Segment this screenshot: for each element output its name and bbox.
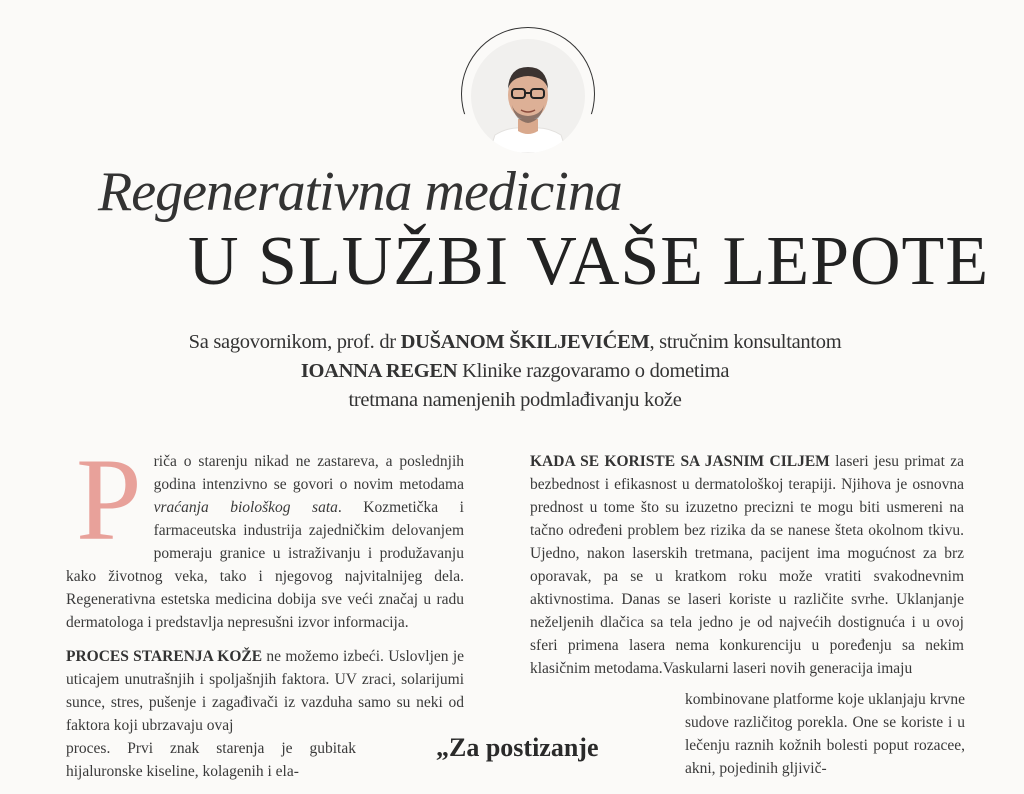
lasers-text: laseri jesu primat za bezbednost i efikasnost u dermatološkoj terapiji. Njihova je osnovna prednost u tome što su izuzetno precizni te mogu biti usmereni na tačno određeni problem bez rizika da se nanese šteta okolnom tkivu. Ujedno, nakon laserskih tretmana, pacijent ima mogućnost za brz oporavak, pa se u kratkom roku može vratiti svakodnevnim aktivnostima. Danas se laseri koriste u različite svrhe. Uklanjanje neželjenih dlačica sa tela jedno je od najvećih dostignuća i u ovoj sferi primena lasera nema konkurenciju u poređenju sa nekim klasičnim metodama.Vaskularni laseri novih generacija imaju bbox=[530, 453, 964, 677]
intro-text-a: riča o starenju nikad ne zastareva, a poslednjih godina intenzivno se govori o novim metodama bbox=[153, 453, 464, 493]
lead-part2: , stručnim konsultantom bbox=[649, 331, 842, 353]
intro-text-b: . Kozmetička i farmaceutska industrija zajedničkim delovanjem pomeraju granice u istraživanju i produžavanju kako životnog veka, tako i njegovog najvitalnijeg dela. Regenerativna estetska medicina dobija sve veći značaj u radu dermatologa i predstavlja nepresušni izvor informacija. bbox=[66, 499, 464, 631]
lead-part1: Sa sagovornikom, prof. dr bbox=[188, 331, 401, 353]
aging-text: ne možemo izbeći. Uslovljen je uticajem unutrašnjih i spoljašnjih faktora. UV zraci, solarijumi sunce, stres, pušenje i zagađivači iz vazduha samo su neki od faktora koji ubrzavaju ovaj bbox=[66, 648, 464, 734]
intro-text-italic: vraćanja biološkog sata bbox=[153, 499, 338, 516]
lead-part4: tretmana namenjenih podmlađivanju kože bbox=[348, 389, 682, 411]
portrait-photo bbox=[471, 39, 585, 153]
right-column bbox=[530, 450, 964, 686]
lead-paragraph bbox=[100, 328, 930, 415]
aging-tail-text: proces. Prvi znak starenja je gubitak hijaluronske kiseline, kolagenih i ela- bbox=[66, 740, 356, 780]
title-italic: Regenerativna medicina bbox=[98, 161, 622, 223]
pullquote: „Za postizanje bbox=[436, 733, 599, 762]
dropcap: P bbox=[76, 434, 142, 565]
aging-kicker: PROCES STARENJA KOŽE bbox=[66, 648, 263, 665]
lasers-kicker: KADA SE KORISTE SA JASNIM CILJEM bbox=[530, 453, 830, 470]
lead-interviewee-name: DUŠANOM ŠKILJEVIĆEM bbox=[400, 331, 650, 353]
lead-clinic-name: IOANNA REGEN bbox=[300, 360, 458, 382]
right-column-tail: kombinovane platforme koje uklanjaju krvne sudove različitog porekla. One se koriste i u lečenju raznih kožnih bolesti poput rozacee, akni, pojedinih gljivič- bbox=[685, 691, 965, 777]
left-column bbox=[66, 434, 464, 794]
person-photo-icon bbox=[471, 39, 585, 153]
title-caps: U SLUŽBI VAŠE LEPOTE bbox=[188, 223, 990, 300]
author-portrait bbox=[461, 27, 597, 163]
paragraph-lasers bbox=[530, 450, 964, 680]
paragraph-intro bbox=[66, 434, 464, 634]
paragraph-aging bbox=[66, 645, 464, 737]
lead-part3: Klinike razgovaramo o dometima bbox=[457, 360, 730, 382]
paragraph-aging-tail bbox=[66, 737, 356, 783]
